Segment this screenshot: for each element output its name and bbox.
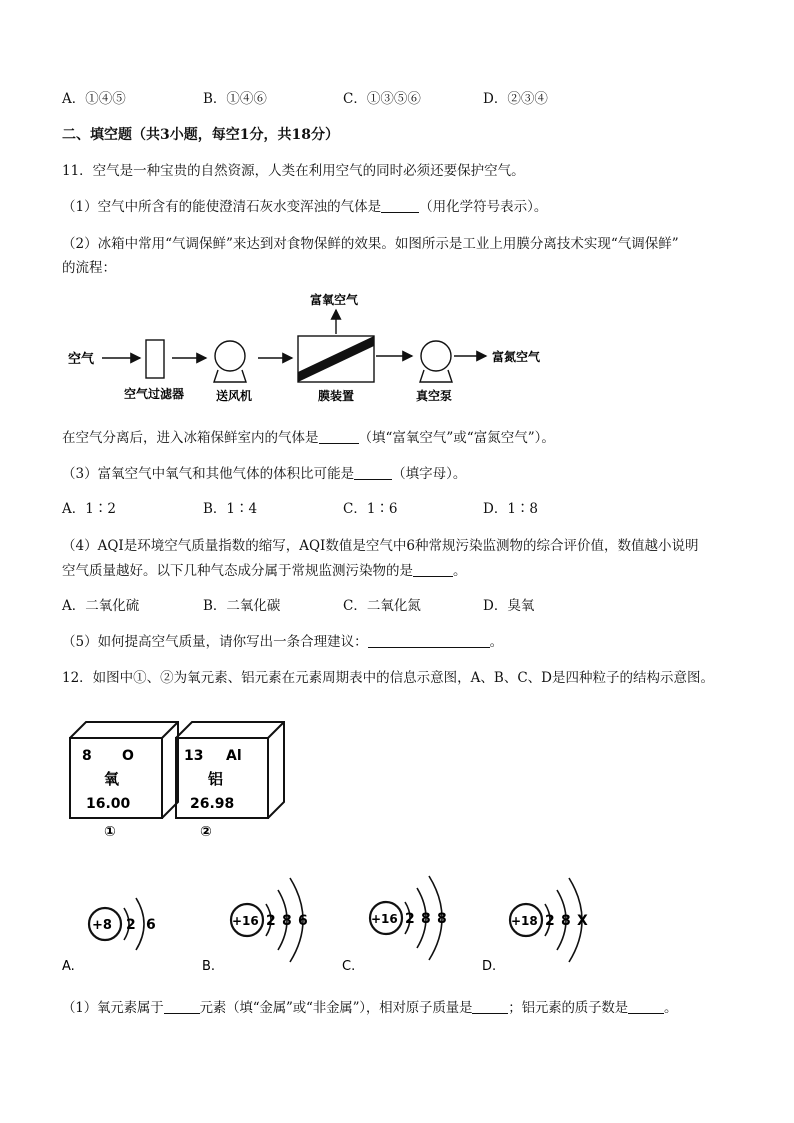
q11-part5: （5）如何提高空气质量，请你写出一条合理建议： 。 bbox=[62, 634, 504, 650]
particle-b-shell: 8 bbox=[282, 913, 292, 929]
oxygen-label: ① bbox=[104, 824, 116, 838]
q11-p3-option-d: D．1∶8 bbox=[483, 501, 539, 517]
q11-part2-question: 在空气分离后，进入冰箱保鲜室内的气体是 （填“富氧空气”或“富氮空气”）。 bbox=[62, 430, 555, 446]
particle-d-shell: X bbox=[577, 913, 588, 929]
oxygen-name: 氧 bbox=[104, 770, 120, 788]
particle-d-nucleus: +18 bbox=[511, 914, 538, 928]
q11-part4-line1: （4）AQI是环境空气质量指数的缩写，AQI数值是空气中6种常规污染监测物的综合评价值，数值越小说明 bbox=[62, 538, 699, 554]
particle-c bbox=[342, 876, 447, 974]
vacuum-pump bbox=[421, 341, 451, 371]
option-d: D．②③④ bbox=[483, 91, 548, 107]
option-a: A．①④⑤ bbox=[62, 91, 126, 107]
particle-a-shell: 2 bbox=[126, 917, 136, 933]
particle-d-shell: 2 bbox=[545, 913, 555, 929]
q11-p4-option-a: A．二氧化硫 bbox=[62, 598, 140, 614]
particle-c-shell: 8 bbox=[421, 911, 431, 927]
flow-diagram bbox=[66, 288, 566, 412]
q11-part2-line1: （2）冰箱中常用“气调保鲜”来达到对食物保鲜的效果。如图所示是工业上用膜分离技术实现“气调保鲜” bbox=[62, 236, 679, 252]
particle-b bbox=[202, 878, 308, 974]
q11-p4-option-d: D．臭氧 bbox=[483, 598, 535, 614]
particle-d-label: D. bbox=[482, 959, 497, 974]
blower bbox=[215, 341, 245, 371]
answer-blank[interactable] bbox=[354, 465, 392, 480]
q11-p4-option-c: C．二氧化氮 bbox=[343, 598, 421, 614]
flow-membrane-label: 膜装置 bbox=[318, 389, 355, 403]
oxygen-cell bbox=[70, 722, 178, 838]
particle-a bbox=[62, 898, 156, 974]
q11-stem: 11．空气是一种宝贵的自然资源，人类在利用空气的同时必须还要保护空气。 bbox=[62, 163, 525, 179]
particle-c-label: C. bbox=[342, 959, 356, 974]
particle-b-label: B. bbox=[202, 959, 216, 974]
particle-diagrams bbox=[58, 860, 618, 980]
answer-blank[interactable] bbox=[164, 999, 200, 1014]
flow-pump-label: 真空泵 bbox=[416, 389, 453, 403]
oxygen-symbol: O bbox=[122, 748, 134, 764]
answer-blank[interactable] bbox=[413, 562, 453, 577]
answer-blank[interactable] bbox=[472, 999, 508, 1014]
particle-b-shell: 2 bbox=[266, 913, 276, 929]
particle-b-nucleus: +16 bbox=[232, 914, 259, 928]
oxygen-number: 8 bbox=[82, 748, 92, 764]
aluminum-symbol: Al bbox=[226, 748, 242, 764]
particle-a-shell: 6 bbox=[146, 917, 156, 933]
q11-p3-option-c: C．1∶6 bbox=[343, 501, 398, 517]
particle-d-shell: 8 bbox=[561, 913, 571, 929]
q11-part2-line2: 的流程： bbox=[62, 260, 116, 276]
q11-part1: （1）空气中所含有的能使澄清石灰水变浑浊的气体是 （用化学符号表示）。 bbox=[62, 199, 548, 215]
answer-blank[interactable] bbox=[319, 429, 359, 444]
periodic-cells-figure bbox=[66, 716, 286, 838]
aluminum-label: ② bbox=[200, 824, 212, 838]
answer-blank[interactable] bbox=[368, 633, 490, 648]
section-title: 二、填空题（共3小题，每空1分，共18分） bbox=[62, 127, 339, 143]
particle-d bbox=[482, 878, 588, 974]
q12-part1: （1）氧元素属于 元素（填“金属”或“非金属”），相对原子质量是 ；铝元素的质子数是 。 bbox=[62, 1000, 678, 1016]
q11-p3-option-a: A．1∶2 bbox=[62, 501, 116, 517]
air-filter bbox=[146, 340, 164, 378]
particle-c-nucleus: +16 bbox=[371, 912, 398, 926]
q11-p4-option-b: B．二氧化碳 bbox=[203, 598, 281, 614]
particle-c-shell: 2 bbox=[405, 911, 415, 927]
particle-c-shell: 8 bbox=[437, 911, 447, 927]
flow-blower-label: 送风机 bbox=[216, 389, 253, 403]
flow-filter-label: 空气过滤器 bbox=[124, 387, 185, 401]
q12-stem: 12．如图中①、②为氧元素、铝元素在元素周期表中的信息示意图，A、B、C、D是四种粒子的结构示意图。 bbox=[62, 670, 714, 686]
particle-b-shell: 6 bbox=[298, 913, 308, 929]
option-b: B．①④⑥ bbox=[203, 91, 267, 107]
q11-part3: （3）富氧空气中氧气和其他气体的体积比可能是 （填字母）。 bbox=[62, 466, 467, 482]
aluminum-cell bbox=[176, 722, 284, 838]
answer-blank[interactable] bbox=[381, 198, 419, 213]
flow-right-output-label: 富氮空气 bbox=[492, 350, 541, 364]
particle-a-nucleus: +8 bbox=[92, 918, 112, 933]
q11-p3-option-b: B．1∶4 bbox=[203, 501, 258, 517]
q11-part4-line2: 空气质量越好。以下几种气态成分属于常规监测污染物的是 。 bbox=[62, 563, 467, 579]
aluminum-mass: 26.98 bbox=[190, 796, 235, 812]
aluminum-number: 13 bbox=[184, 748, 204, 764]
option-c: C．①③⑤⑥ bbox=[343, 91, 421, 107]
aluminum-name: 铝 bbox=[208, 770, 224, 788]
oxygen-mass: 16.00 bbox=[86, 796, 131, 812]
answer-blank[interactable] bbox=[628, 999, 664, 1014]
flow-top-output-label: 富氧空气 bbox=[310, 293, 359, 307]
particle-a-label: A. bbox=[62, 959, 75, 974]
flow-input-label: 空气 bbox=[68, 352, 95, 367]
